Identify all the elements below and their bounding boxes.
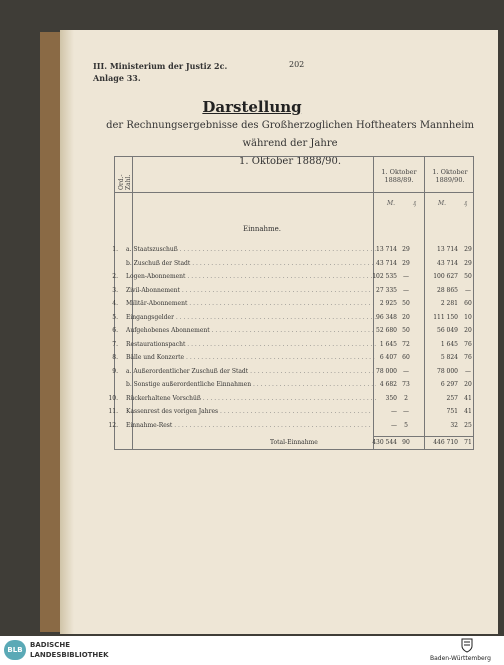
- row-number: 9.: [112, 367, 118, 375]
- row-1888-mark: 6 407: [379, 354, 397, 361]
- row-1889-pfennig: 20: [464, 327, 472, 334]
- row-1888-mark: 96 348: [376, 313, 397, 321]
- row-1889-mark: 6 297: [440, 381, 458, 388]
- row-number: 7.: [112, 340, 118, 348]
- table-row: [90, 341, 480, 354]
- row-1888-mark: 13 714: [376, 246, 397, 253]
- row-1888-mark: 1 645: [379, 340, 397, 348]
- row-number: 12.: [108, 421, 118, 429]
- row-1889-pfennig: 25: [464, 421, 472, 429]
- row-label: Bälle und Konzerte . . .: [126, 354, 376, 361]
- subtitle-line-2: 1. Oktober 1888/90.: [238, 156, 342, 167]
- row-1888-mark: 350: [385, 394, 397, 402]
- row-1888-pfennig: 20: [402, 313, 410, 321]
- sum-rule: [425, 436, 474, 437]
- row-label: a. Staatszuschuß . . .: [126, 246, 376, 253]
- row-1888-mark: —: [391, 421, 397, 429]
- row-1888-mark: 2 925: [379, 300, 397, 307]
- row-1889-pfennig: —: [465, 286, 471, 294]
- ministry-label: Ministerium der Justiz 2c.: [109, 61, 228, 71]
- row-1888-pfennig: 73: [402, 381, 410, 388]
- row-number: 2.: [112, 273, 118, 280]
- row-1889-pfennig: 60: [464, 300, 472, 307]
- row-label: Rückerhaltene Vorschüß . . .: [126, 395, 376, 402]
- row-1889-pfennig: —: [465, 367, 471, 375]
- row-1889-mark: 43 714: [437, 259, 458, 267]
- row-1888-pfennig: —: [403, 286, 409, 294]
- section-title-einnahme: Einnahme.: [242, 225, 282, 233]
- sum-rule: [374, 436, 424, 437]
- page-header: [93, 60, 227, 84]
- row-1888-pfennig: 5: [404, 421, 408, 429]
- table-row: [90, 422, 480, 435]
- row-1889-pfennig: 41: [464, 408, 472, 415]
- total-1888-pfennig: 90: [402, 439, 410, 446]
- row-1888-pfennig: 60: [402, 354, 410, 361]
- total-1889-mark: 446 710: [433, 439, 458, 446]
- row-1888-mark: 78 000: [376, 367, 397, 375]
- book-edge: [40, 32, 60, 632]
- unit-mark-mark: M.: [387, 200, 396, 207]
- row-1888-mark: 52 680: [376, 327, 397, 334]
- row-1889-pfennig: 20: [464, 381, 472, 388]
- row-label: b. Zuschuß der Stadt . . .: [126, 260, 376, 267]
- row-1889-mark: 1 645: [440, 340, 458, 348]
- row-number: 6.: [112, 327, 118, 334]
- row-1889-pfennig: 50: [464, 273, 472, 280]
- table-row: [90, 354, 480, 367]
- coat-of-arms-icon: [460, 637, 474, 653]
- row-1888-pfennig: 50: [402, 327, 410, 334]
- table-row: [90, 287, 480, 300]
- blb-name-line-1: BADISCHE: [30, 641, 70, 649]
- row-number: 3.: [112, 286, 118, 294]
- annex-label: Anlage 33.: [93, 73, 141, 83]
- blb-name-line-2: LANDESBIBLIOTHEK: [30, 651, 109, 659]
- row-1888-mark: 43 714: [376, 259, 397, 267]
- row-label: Zivil-Abonnement . . .: [126, 287, 376, 294]
- row-1888-mark: —: [391, 408, 397, 415]
- row-label: a. Außerordentlicher Zuschuß der Stadt . . .: [126, 368, 376, 375]
- row-number: 5.: [112, 313, 118, 321]
- row-1888-pfennig: —: [403, 273, 409, 280]
- table-row: [90, 314, 480, 327]
- row-label: Restaurationspacht . . .: [126, 341, 376, 348]
- row-number: 11.: [108, 408, 118, 415]
- row-1889-mark: 32: [450, 421, 458, 429]
- subtitle-line-1: der Rechnungsergebnisse des Großherzoglichen Hoftheaters Mannheim während der Jahre: [106, 120, 474, 149]
- row-1889-mark: 2 281: [440, 300, 458, 307]
- row-1889-mark: 28 865: [437, 286, 458, 294]
- row-1888-pfennig: 29: [402, 246, 410, 253]
- table-row: [90, 246, 480, 259]
- row-1889-mark: 5 824: [440, 354, 458, 361]
- row-1888-pfennig: —: [403, 408, 409, 415]
- row-1889-mark: 257: [446, 394, 458, 402]
- row-number: 1.: [112, 246, 118, 253]
- row-1889-pfennig: 10: [464, 313, 472, 321]
- col-header-1889: 1. Oktober 1889/90.: [432, 168, 468, 184]
- row-1889-mark: 56 049: [437, 327, 458, 334]
- total-1889-pfennig: 71: [464, 439, 472, 446]
- table-row: [90, 381, 480, 394]
- row-1889-mark: 100 627: [433, 273, 458, 280]
- row-1888-mark: 4 682: [379, 381, 397, 388]
- document-title: Darstellung: [202, 98, 302, 116]
- row-1889-pfennig: 29: [464, 259, 472, 267]
- row-1888-pfennig: 72: [402, 340, 410, 348]
- table-row: [90, 327, 480, 340]
- row-1889-pfennig: 29: [464, 246, 472, 253]
- row-1889-mark: 751: [446, 408, 458, 415]
- row-1888-mark: 102 535: [372, 273, 397, 280]
- row-1889-pfennig: 76: [464, 340, 472, 348]
- row-1888-pfennig: 50: [402, 300, 410, 307]
- table-row: [90, 300, 480, 313]
- unit-mark-pfennig: ₰: [413, 200, 416, 207]
- row-1888-pfennig: 2: [404, 394, 408, 402]
- row-label: Kassenrest des vorigen Jahres . . .: [126, 408, 376, 415]
- row-1888-pfennig: —: [403, 367, 409, 375]
- table-header-rule: [114, 192, 474, 193]
- table-row: [90, 368, 480, 381]
- row-label: Militär-Abonnement . . .: [126, 300, 376, 307]
- row-1889-mark: 13 714: [437, 246, 458, 253]
- row-label: Aufgehobenes Abonnement . . .: [126, 327, 376, 334]
- table-row: [90, 260, 480, 273]
- col-header-1888: 1. Oktober 1888/89.: [381, 168, 417, 184]
- row-label: b. Sonstige außerordentliche Einnahmen . . .: [126, 381, 376, 388]
- row-1889-mark: 111 150: [433, 313, 458, 321]
- blb-name: [30, 640, 109, 660]
- row-1889-pfennig: 76: [464, 354, 472, 361]
- unit-mark-mark: M.: [438, 200, 447, 207]
- page-number: 202: [289, 60, 305, 69]
- row-label: Einnahme-Rest . . .: [126, 422, 376, 429]
- unit-mark-pfennig: ₰: [464, 200, 467, 207]
- row-number: 4.: [112, 300, 118, 307]
- row-number: 10.: [108, 394, 118, 402]
- row-number: 8.: [112, 354, 118, 361]
- row-1888-mark: 27 335: [376, 286, 397, 294]
- total-label: Total-Einnahme: [270, 439, 318, 446]
- row-1889-mark: 78 000: [437, 367, 458, 375]
- blb-logo[interactable]: BLB: [4, 640, 26, 660]
- table-row: [90, 408, 480, 421]
- ordnr-header: Ord.-Zahl.: [118, 174, 132, 190]
- bw-label: Baden-Württemberg: [430, 655, 491, 662]
- chapter-label: III.: [93, 61, 108, 71]
- page-gutter-shadow: [60, 30, 74, 634]
- table-row: [90, 395, 480, 408]
- total-1888-mark: 430 544: [372, 439, 397, 446]
- row-label: Eingangsgelder . . .: [126, 314, 376, 321]
- row-label: Logen-Abonnement . . .: [126, 273, 376, 280]
- table-row: [90, 273, 480, 286]
- row-1888-pfennig: 29: [402, 259, 410, 267]
- row-1889-pfennig: 41: [464, 394, 472, 402]
